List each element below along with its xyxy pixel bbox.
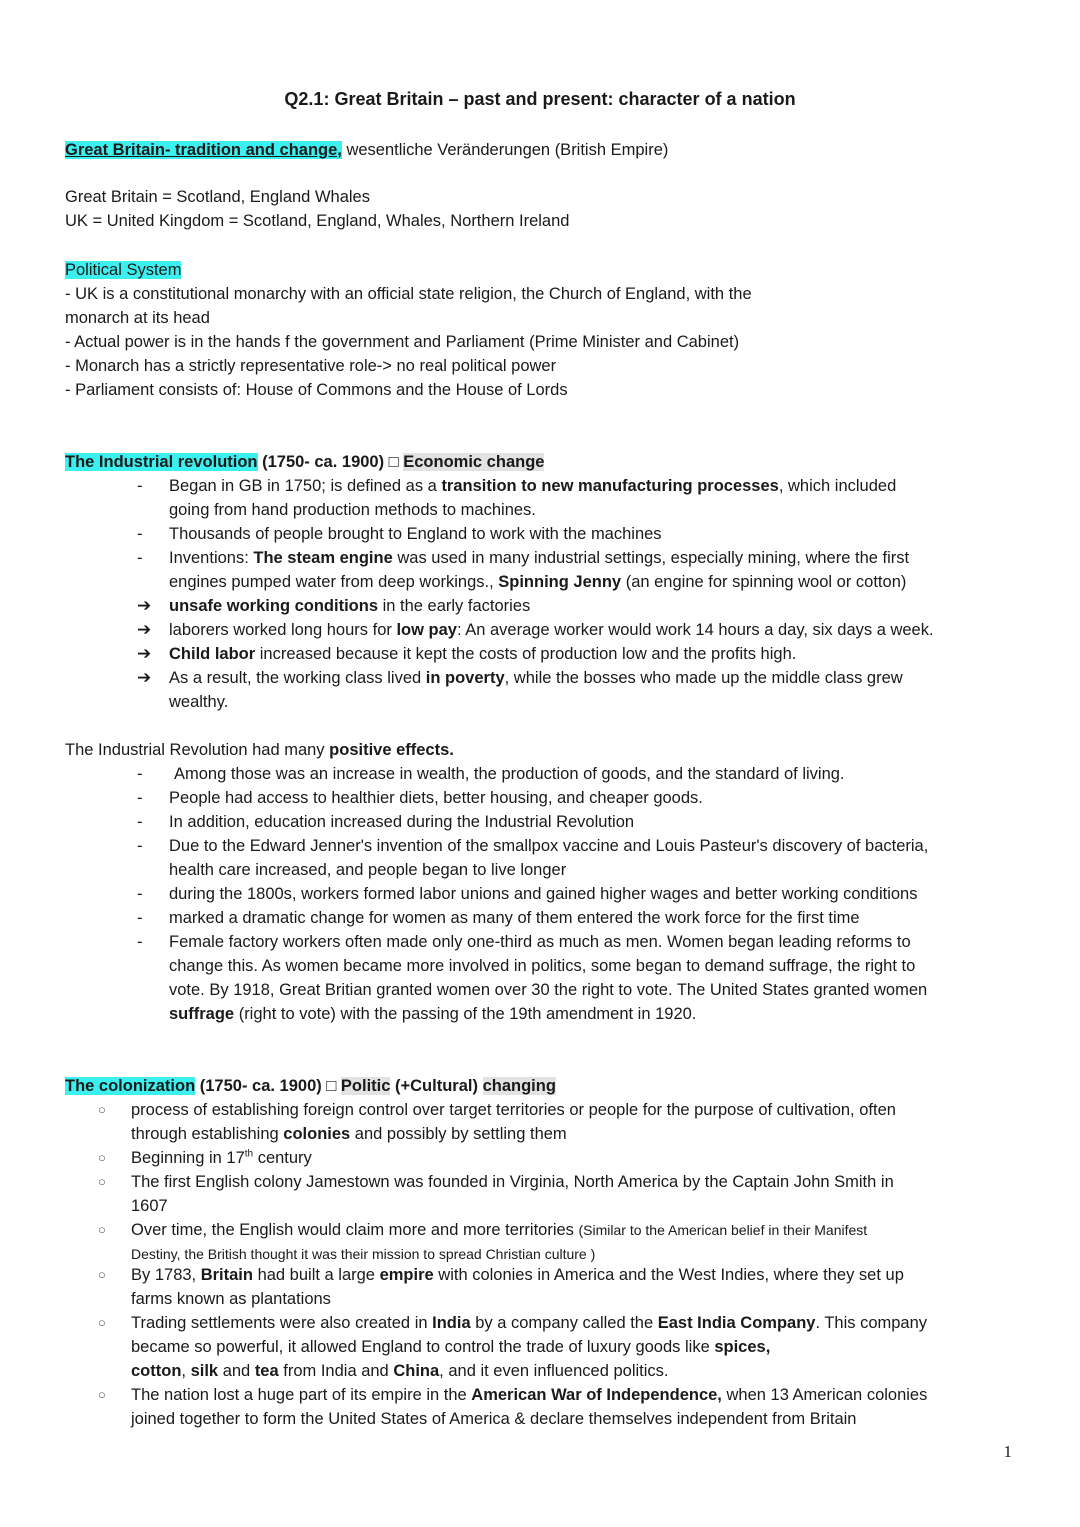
political-line: - Parliament consists of: House of Commons and the House of Lords <box>65 381 568 399</box>
circle-bullet-icon: ○ <box>98 1174 106 1189</box>
colonization-heading: The colonization <box>65 1077 196 1095</box>
colonization-heading-line: The colonization (1750- ca. 1900) □ Politic (+Cultural) changing <box>65 1077 556 1095</box>
dash-bullet-icon: - <box>137 837 143 855</box>
colonization-years: (1750- ca. 1900) □ <box>195 1077 341 1095</box>
positive-bullet-4: Due to the Edward Jenner's invention of the smallpox vaccine and Louis Pasteur's discovery of bacteria, health care increased, and people began to live longer <box>169 837 929 879</box>
arrow-right-icon: ➔ <box>137 668 152 687</box>
colonization-bullet-2: Beginning in 17th century <box>131 1148 312 1167</box>
colonization-tag-1: Politic <box>340 1077 391 1095</box>
colonization-bullet-3: The first English colony Jamestown was founded in Virginia, North America by the Captain John Smith in 1607 <box>131 1173 894 1215</box>
circle-bullet-icon: ○ <box>98 1315 106 1330</box>
industrial-years: (1750- ca. 1900) □ <box>257 453 404 471</box>
dash-bullet-icon: - <box>137 885 143 903</box>
colonization-bullet-5: By 1783, Britain had built a large empire with colonies in America and the West Indies, where they set up farms known as plantations <box>131 1266 904 1308</box>
industrial-arrow-4: As a result, the working class lived in poverty, while the bosses who made up the middle class grew wealthy. <box>169 669 903 711</box>
circle-bullet-icon: ○ <box>98 1387 106 1402</box>
dash-bullet-icon: - <box>137 765 143 783</box>
colonization-tag-2: changing <box>482 1077 556 1095</box>
industrial-bullet-1: Began in GB in 1750; is defined as a transition to new manufacturing processes, which included going from hand production methods to machines. <box>169 477 897 519</box>
industrial-heading: The Industrial revolution <box>65 453 258 471</box>
dash-bullet-icon: - <box>137 909 143 927</box>
intro-line-1: Great Britain = Scotland, England Whales <box>65 188 370 206</box>
political-line: - UK is a constitutional monarchy with an official state religion, the Church of England, with the <box>65 285 752 303</box>
colonization-bullet-7: The nation lost a huge part of its empire in the American War of Independence, when 13 American colonies joined together to form the United States of America & declare themselves independent from Britain <box>131 1386 928 1428</box>
intro-line-2: UK = United Kingdom = Scotland, England, Whales, Northern Ireland <box>65 212 570 230</box>
political-line: monarch at its head <box>65 309 210 327</box>
intro-heading: Great Britain- tradition and change, <box>65 141 342 159</box>
intro-heading-line <box>65 138 668 162</box>
page-title: Q2.1: Great Britain – past and present: character of a nation <box>284 89 796 109</box>
colonization-bullet-6: Trading settlements were also created in India by a company called the East India Company. This company became so powerful, it allowed England to control the trade of luxury goods like spices, cotton, silk and tea from India and China, and it even influenced politics. <box>131 1314 928 1380</box>
positive-intro: The Industrial Revolution had many positive effects. <box>65 741 454 759</box>
circle-bullet-icon: ○ <box>98 1222 106 1237</box>
industrial-tag: Economic change <box>403 453 545 471</box>
industrial-arrow-2: laborers worked long hours for low pay: An average worker would work 14 hours a day, six days a week. <box>169 621 934 639</box>
dash-bullet-icon: - <box>137 549 143 567</box>
positive-bullet-2: People had access to healthier diets, better housing, and cheaper goods. <box>169 789 703 807</box>
circle-bullet-icon: ○ <box>98 1150 106 1165</box>
political-heading: Political System <box>65 261 182 279</box>
dash-bullet-icon: - <box>137 813 143 831</box>
political-line: - Monarch has a strictly representative role-> no real political power <box>65 357 557 375</box>
political-line: - Actual power is in the hands f the government and Parliament (Prime Minister and Cabinet) <box>65 333 740 351</box>
dash-bullet-icon: - <box>137 525 143 543</box>
positive-bullet-6: marked a dramatic change for women as many of them entered the work force for the first time <box>169 909 860 927</box>
colonization-bullet-1: process of establishing foreign control over target territories or people for the purpose of cultivation, often through establishing colonies and possibly by settling them <box>131 1101 896 1143</box>
colonization-bullet-4: Over time, the English would claim more and more territories (Similar to the American belief in their Manifest Destiny, the British thought it was their mission to spread Christian culture ) <box>131 1221 868 1262</box>
page-number: 1 <box>1003 1442 1012 1461</box>
industrial-bullet-2: Thousands of people brought to England to work with the machines <box>169 525 662 543</box>
industrial-heading-line <box>65 450 544 474</box>
circle-bullet-icon: ○ <box>98 1267 106 1282</box>
industrial-arrow-1: unsafe working conditions in the early factories <box>169 597 531 615</box>
positive-bullet-1: Among those was an increase in wealth, the production of goods, and the standard of living. <box>174 765 845 783</box>
positive-bullet-3: In addition, education increased during the Industrial Revolution <box>169 813 635 831</box>
arrow-right-icon: ➔ <box>137 620 152 639</box>
intro-heading-rest: wesentliche Veränderungen (British Empire) <box>341 141 669 159</box>
dash-bullet-icon: - <box>137 933 143 951</box>
circle-bullet-icon: ○ <box>98 1102 106 1117</box>
political-heading-line <box>65 258 181 282</box>
dash-bullet-icon: - <box>137 789 143 807</box>
arrow-right-icon: ➔ <box>137 644 152 663</box>
arrow-right-icon: ➔ <box>137 596 152 615</box>
positive-bullet-7: Female factory workers often made only one-third as much as men. Women began leading reforms to change this. As women became more involved in politics, some began to demand suffrage, the right to vote. By 1918, Great Britian granted women over 30 the right to vote. The United States granted women suffrage (right to vote) with the passing of the 19th amendment in 1920. <box>169 933 928 1023</box>
industrial-arrow-3: Child labor increased because it kept the costs of production low and the profits high. <box>169 645 797 663</box>
positive-bullet-5: during the 1800s, workers formed labor unions and gained higher wages and better working conditions <box>169 885 918 903</box>
dash-bullet-icon: - <box>137 477 143 495</box>
industrial-bullet-3: Inventions: The steam engine was used in many industrial settings, especially mining, where the first engines pumped water from deep workings., Spinning Jenny (an engine for spinning wool or cotton) <box>169 549 910 591</box>
